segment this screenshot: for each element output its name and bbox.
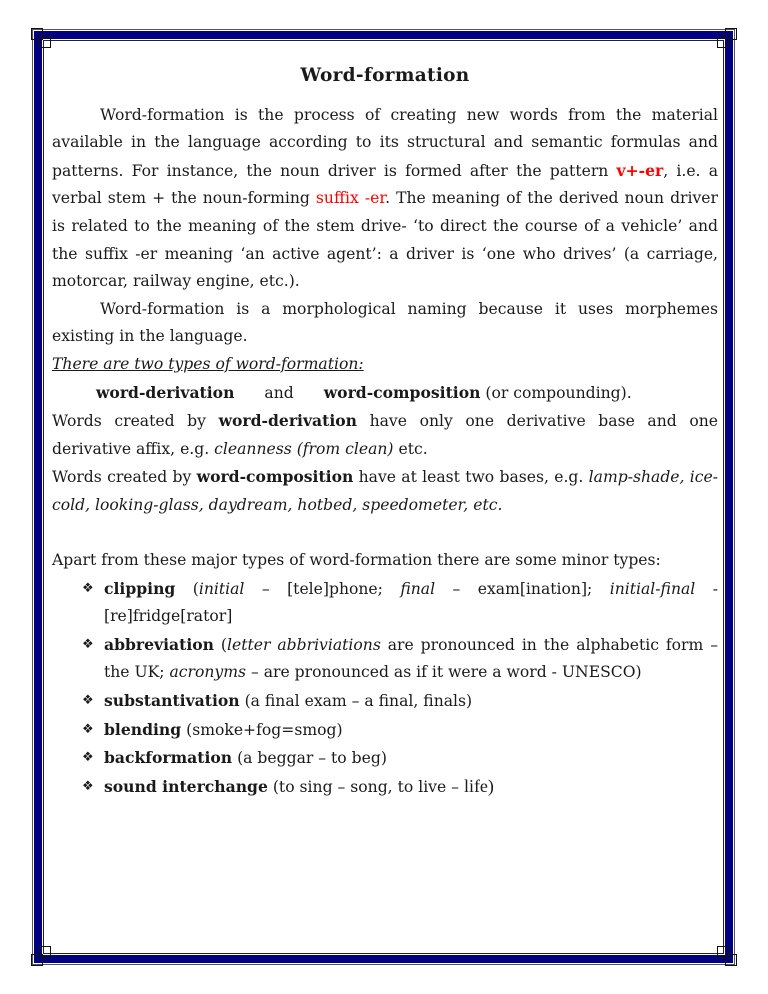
text: initial-final: [609, 579, 696, 598]
diamond-bullet-icon: ❖: [82, 636, 94, 652]
term: substantivation: [104, 691, 240, 711]
paragraph-composition: [52, 463, 718, 519]
text: Words created by: [52, 412, 219, 431]
text: Words created by: [52, 468, 197, 487]
text: have at least two bases, e.g.: [353, 468, 589, 487]
diamond-bullet-icon: ❖: [82, 750, 94, 766]
text: initial: [198, 579, 245, 598]
list-item-abbreviation: [82, 631, 718, 687]
text: – are pronounced as if it were a word - UNESCO): [246, 663, 642, 682]
diamond-bullet-icon: ❖: [82, 693, 94, 709]
term: sound interchange: [104, 776, 268, 796]
text: (: [214, 635, 228, 654]
minor-types-list: [52, 575, 718, 802]
text: - [re]fridge[rator]: [104, 579, 719, 626]
term: abbreviation: [104, 634, 215, 654]
list-item-blending: [82, 716, 718, 745]
corner-ornament-bl-2: [39, 946, 51, 958]
type-derivation: word-derivation: [96, 382, 235, 402]
list-item-substantivation: [82, 687, 718, 716]
text: are pronounced in the alphabetic form – the UK;: [104, 635, 718, 682]
corner-ornament-tr-2: [717, 36, 729, 48]
diamond-bullet-icon: ❖: [82, 580, 94, 596]
text: (to sing – song, to live –: [267, 777, 464, 796]
list-item-clipping: [82, 575, 718, 631]
text: final: [400, 579, 436, 598]
diamond-bullet-icon: ❖: [82, 778, 94, 794]
paragraph-morphological: Word-formation is a morphological naming because it uses morphemes existing in the language.: [52, 299, 718, 346]
types-heading: [52, 351, 718, 379]
text: have only one derivative base and one derivative affix, e.g.: [52, 412, 718, 458]
text: letter abbriviations: [227, 635, 381, 654]
text: (a beggar – to beg): [232, 749, 387, 768]
list-item-backformation: [82, 744, 718, 773]
pattern-highlight: v+-er: [616, 160, 664, 180]
text: – [tele]phone;: [244, 579, 401, 598]
list-item-sound-interchange: [82, 773, 718, 802]
corner-ornament-tl-2: [39, 36, 51, 48]
text: acronyms: [169, 663, 247, 682]
term: clipping: [104, 578, 176, 598]
text: – exam[ination];: [435, 579, 610, 598]
suffix-highlight: suffix -er: [315, 189, 386, 208]
text: (smoke+fog=smog): [181, 720, 343, 739]
document-title: Word-formation: [300, 65, 470, 86]
types-line: [52, 379, 718, 408]
term: word-derivation: [218, 411, 357, 431]
text: (: [175, 579, 199, 598]
paragraph-derivation: [52, 407, 718, 463]
text: . The meaning of the derived noun driver is related to the meaning of the stem drive- ‘to direct the course of a vehicle’ and the suffix -er meaning ‘an active agent’: a driver is ‘one who drives’ (a carriage, motorcar, railway engine, etc.).: [52, 189, 718, 291]
term: word-composition: [196, 467, 354, 487]
text: and: [264, 383, 294, 402]
minor-types-intro: Apart from these major types of word-formation there are some minor types:: [52, 551, 661, 570]
text: Word-formation is the process of creating new words from the material available in the language according to its structural and semantic formulas and patterns. For instance, the noun driver is formed after the pattern: [52, 105, 718, 180]
term: backformation: [104, 748, 233, 768]
text: life): [463, 775, 494, 796]
paragraph-definition: [52, 102, 718, 296]
types-heading-text: There are two types of word-formation:: [52, 354, 364, 373]
document-page: [52, 62, 718, 801]
text: (a final exam – a final, finals): [239, 692, 473, 711]
examples: lamp-shade, ice-cold, looking-glass, daydream, hotbed, speedometer, etc.: [52, 468, 718, 514]
term: blending: [104, 719, 182, 739]
example: cleanness (from clean): [214, 439, 394, 458]
text: (or compounding).: [480, 383, 632, 402]
text: , i.e. a verbal stem + the noun-forming: [52, 161, 718, 208]
text: etc.: [393, 439, 428, 458]
diamond-bullet-icon: ❖: [82, 721, 94, 737]
corner-ornament-br-2: [717, 946, 729, 958]
type-composition: word-composition: [323, 382, 481, 402]
